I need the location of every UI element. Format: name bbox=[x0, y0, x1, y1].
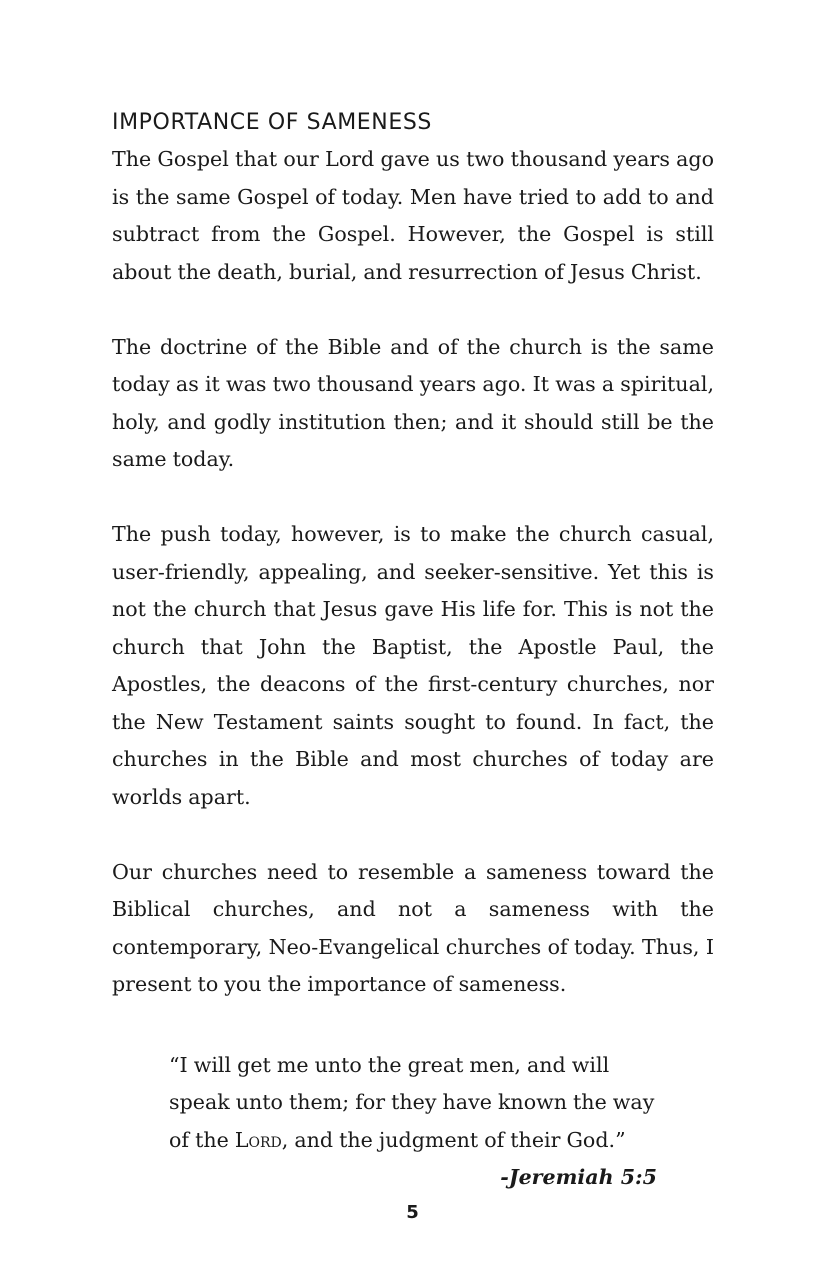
quote-text bbox=[169, 1047, 657, 1160]
paragraph-1: The Gospel that our Lord gave us two thousand years ago is the same Gospel of today. Men have tried to add to and subtract from the Gospel. However, the Gospel is still about the death, burial, and resurrection of Jesus Christ. bbox=[112, 147, 714, 284]
section-heading: IMPORTANCE OF SAMENESS bbox=[112, 110, 432, 135]
page-body bbox=[112, 108, 714, 1197]
paragraph-3: The push today, however, is to make the church casual, user-friendly, appealing, and seeker-sensitive. Yet this is not the church that Jesus gave His life for. This is not the church that John the Baptist, the Apostle Paul, the Apostles, the deacons of the first-century churches, nor the New Testament saints sought to found. In fact, the churches in the Bible and most churches of today are worlds apart. bbox=[112, 522, 714, 809]
paragraph-2: The doctrine of the Bible and of the church is the same today as it was two thousand years ago. It was a spiritual, holy, and godly institution then; and it should still be the same today. bbox=[112, 334, 714, 471]
page-number: 5 bbox=[406, 1202, 419, 1223]
quote-citation: -Jeremiah 5:5 bbox=[500, 1165, 657, 1189]
paragraph-4: Our churches need to resemble a sameness toward the Biblical churches, and not a sameness with the contemporary, Neo-Evangelical churches of today. Thus, I present to you the importance of sameness. bbox=[112, 859, 714, 996]
quote-text-end: , and the judgment of their God.” bbox=[281, 1127, 626, 1152]
quote-text-start: “I will get me unto the great men, and will speak unto them; for they have known the way of the bbox=[169, 1052, 655, 1152]
quote-lord-small-caps: Lord bbox=[234, 1127, 282, 1152]
scripture-quote bbox=[169, 1047, 657, 1197]
